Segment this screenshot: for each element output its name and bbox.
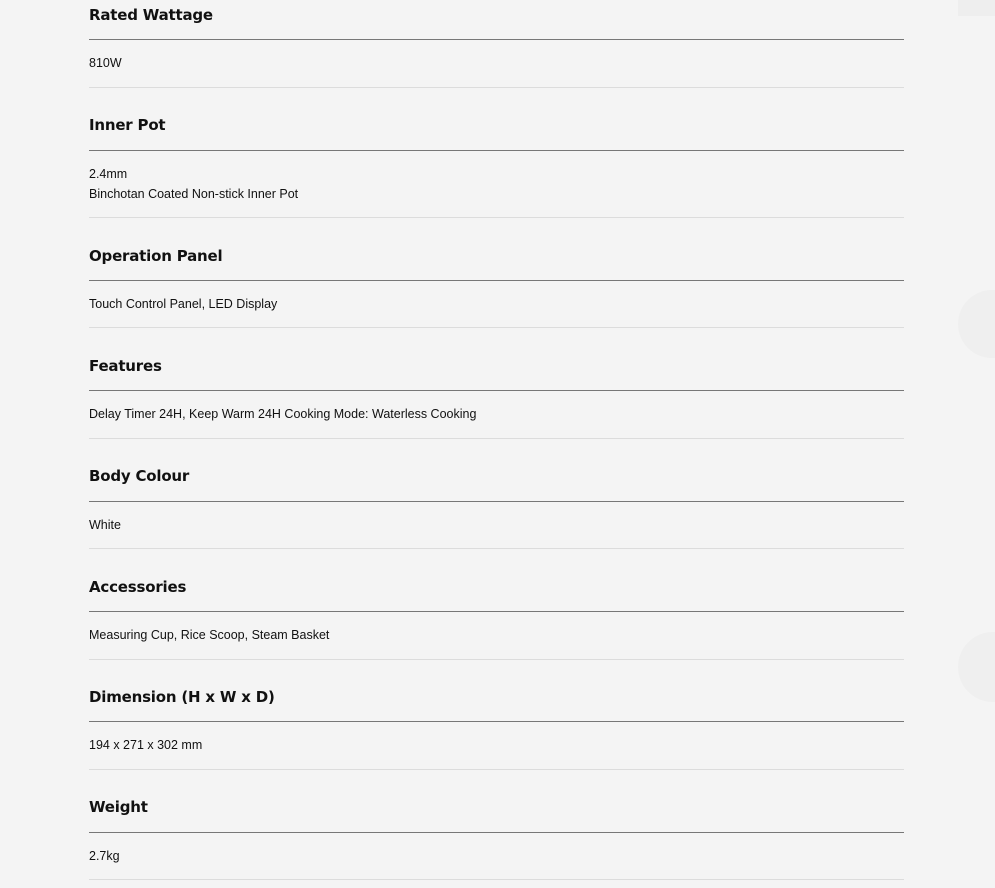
spec-value [89, 515, 121, 535]
spec-value [89, 625, 329, 645]
spec-value-line: 2.4mm [89, 167, 128, 181]
spec-title: Weight [89, 798, 148, 816]
spec-title-rule [89, 150, 904, 151]
spec-divider [89, 438, 904, 439]
spec-value [89, 735, 202, 755]
spec-title: Body Colour [89, 467, 190, 485]
spec-value-line: 810W [89, 56, 122, 70]
spec-title: Rated Wattage [89, 6, 213, 24]
spec-value [89, 294, 277, 314]
spec-divider [89, 548, 904, 549]
spec-value-line: 194 x 271 x 302 mm [89, 738, 203, 752]
spec-value-line: 2.7kg [89, 849, 120, 863]
spec-divider [89, 659, 904, 660]
spec-value-line: White [89, 518, 121, 532]
page-edge-decoration [958, 632, 995, 702]
spec-value-line: Delay Timer 24H, Keep Warm 24H Cooking Mode: Waterless Cooking [89, 407, 477, 421]
spec-title-rule [89, 39, 904, 40]
spec-value [89, 53, 122, 73]
spec-value [89, 404, 476, 424]
page-edge-decoration [958, 0, 995, 16]
spec-divider [89, 217, 904, 218]
spec-title-rule [89, 501, 904, 502]
spec-title-rule [89, 832, 904, 833]
spec-divider [89, 327, 904, 328]
spec-divider [89, 87, 904, 88]
spec-title-rule [89, 280, 904, 281]
spec-title-rule [89, 611, 904, 612]
spec-value [89, 164, 298, 204]
spec-title: Dimension (H x W x D) [89, 688, 275, 706]
spec-title-rule [89, 390, 904, 391]
spec-title: Features [89, 357, 162, 375]
spec-title: Accessories [89, 578, 187, 596]
spec-value [89, 846, 120, 866]
page-edge-decoration [958, 290, 995, 358]
spec-title: Inner Pot [89, 116, 166, 134]
spec-divider [89, 879, 904, 880]
spec-divider [89, 769, 904, 770]
spec-title-rule [89, 721, 904, 722]
spec-title: Operation Panel [89, 247, 223, 265]
spec-value-line: Binchotan Coated Non-stick Inner Pot [89, 187, 299, 201]
spec-value-line: Touch Control Panel, LED Display [89, 297, 278, 311]
spec-value-line: Measuring Cup, Rice Scoop, Steam Basket [89, 628, 330, 642]
